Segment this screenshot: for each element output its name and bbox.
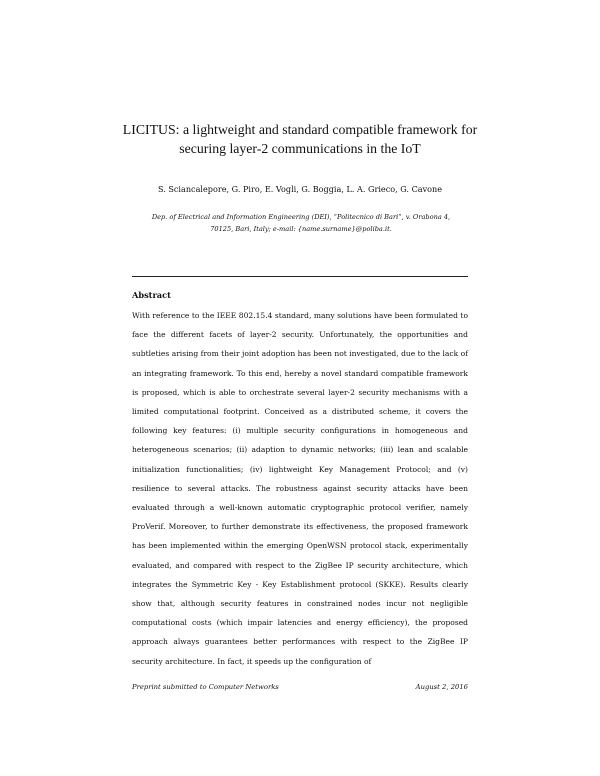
section-divider: [132, 276, 468, 277]
preprint-note: Preprint submitted to Computer Networks: [132, 683, 279, 691]
abstract-body: With reference to the IEEE 802.15.4 standard, many solutions have been formulated to face the different facets of layer-2 security. Unfortunately, the opportunities and subtleties arising from their joint adoption has been not investigated, due to the lack of an integrating framework. To this end, hereby a novel standard compatible framework is proposed, which is able to orchestrate several layer-2 security mechanisms with a limited computational footprint. Conceived as a distributed scheme, it covers the following key features: (i) multiple security configurations in homogeneous and heterogeneous scenarios; (ii) adaption to dynamic networks; (iii) lean and scalable initialization functionalities; (iv) lightweight Key Management Protocol; and (v) resilience to several attacks. The robustness against security attacks have been evaluated through a well-known automatic cryptographic protocol verifier, namely ProVerif. Moreover, to further demonstrate its effectiveness, the proposed framework has been implemented within the emerging OpenWSN protocol stack, experimentally evaluated, and compared with respect to the ZigBee IP security architecture, which integrates the Symmetric Key - Key Establishment protocol (SKKE). Results clearly show that, although security features in constrained nodes incur not negligible computational costs (which impair latencies and energy efficiency), the proposed approach always guarantees better performances with respect to the ZigBee IP security architecture. In fact, it speeds up the configuration of: [132, 311, 468, 666]
author-list: S. Sciancalepore, G. Piro, E. Vogli, G. Boggia, L. A. Grieco, G. Cavone: [157, 184, 443, 194]
paper-title: LICITUS: a lightweight and standard compatible framework for securing layer-2 communications in the IoT: [122, 122, 478, 156]
footer-date: August 2, 2016: [415, 683, 468, 691]
abstract-heading: Abstract: [132, 290, 171, 300]
affiliation: Dep. of Electrical and Information Engineering (DEI), “Politecnico di Bari”, v. Orabona 4, 70125, Bari, Italy; e-mail: {name.surname}@poliba.it.: [151, 213, 451, 233]
